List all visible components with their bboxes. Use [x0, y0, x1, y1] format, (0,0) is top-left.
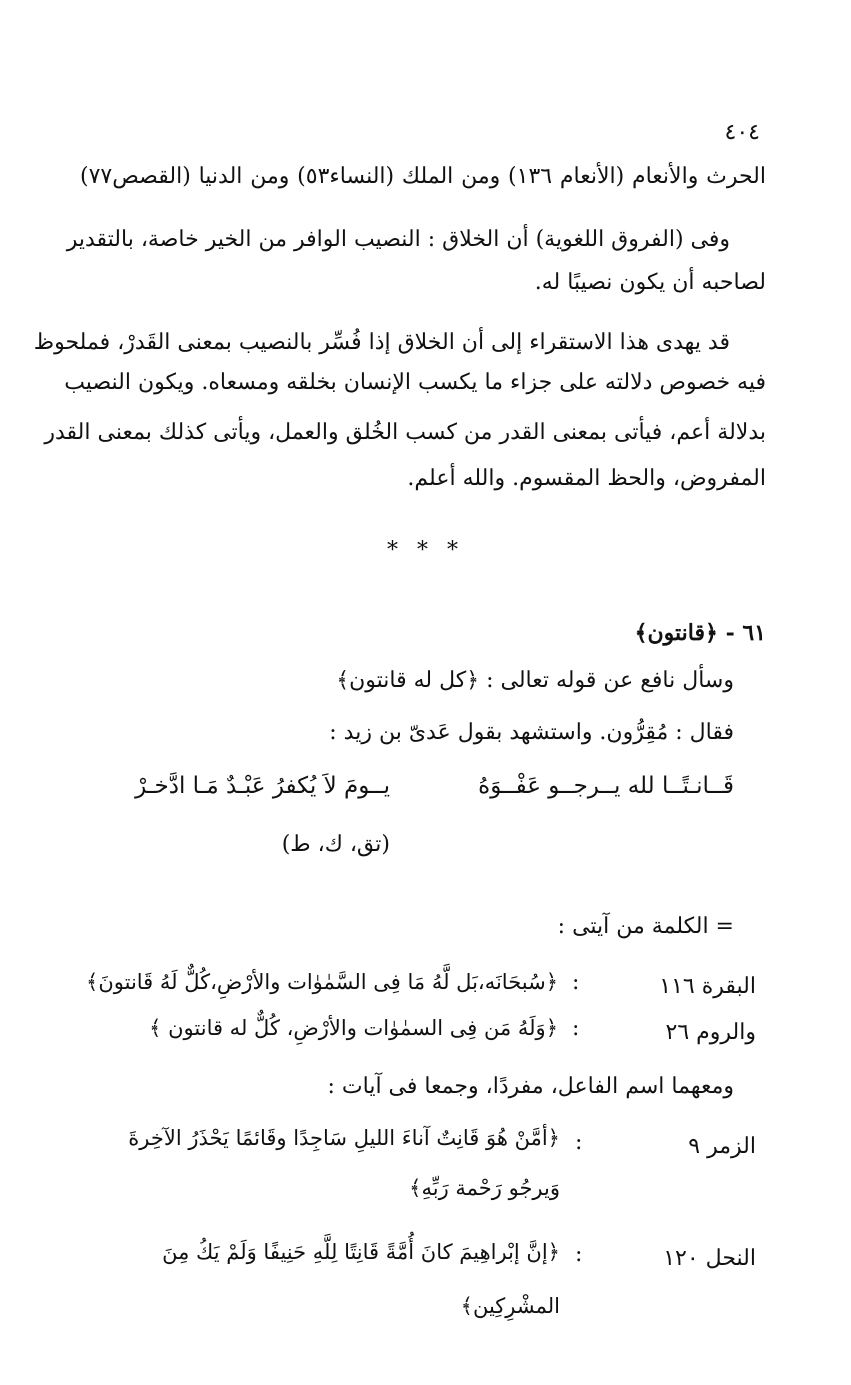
quran-quote: ﴿وَلَهُ مَن فِى السمٰوٰات والأرْضِ، كُلٌّ له قانتون ﴾ — [149, 1016, 558, 1040]
quran-quote: ﴿إنَّ إبْراهِيمَ كانَ أُمَّةً قَانِتًا لِلَّهِ حَنِيفًا وَلَمْ يَكُ مِنَ — [162, 1240, 560, 1264]
ref-separator: : — [575, 1242, 583, 1267]
poem-hemistich-first: قَــانـتًــا لله يــرجــو عَفْــوَهُ — [478, 773, 734, 799]
paragraph-line: بدلالة أعم، فيأتى بمعنى القدر من كسب الخُلق والعمل، ويأتى كذلك بمعنى القدر — [44, 420, 766, 445]
page-number: ٤٠٤ — [724, 120, 760, 145]
poem-hemistich-second: يــومَ لاَ يُكفرُ عَبْـدٌ مَـا ادَّخـرْ — [135, 773, 390, 799]
quran-quote-continued: وَيرجُو رَحْمة رَبِّهِ﴾ — [409, 1176, 560, 1200]
plural-intro: ومعهما اسم الفاعل، مفردًا، وجمعا فى آيات : — [327, 1074, 734, 1099]
surah-ref: والروم ٢٦ — [665, 1020, 756, 1045]
quran-quote: ﴿أمَّنْ هُوَ قَانِتٌ آناءَ الليلِ سَاجِدًا وقَائمًا يَحْذَرُ الآخِرةَ — [128, 1126, 560, 1150]
ref-separator: : — [575, 1130, 583, 1155]
surah-ref: النحل ١٢٠ — [663, 1246, 756, 1271]
ref-separator: : — [572, 970, 580, 995]
source-citation: (تق، ك، ط) — [281, 832, 390, 857]
surah-ref: البقرة ١١٦ — [659, 974, 756, 999]
word-occurrence-intro: = الكلمة من آيتى : — [557, 914, 734, 939]
answer-line: فقال : مُقِرُّون. واستشهد بقول عَدىّ بن زيد : — [329, 720, 734, 745]
paragraph-line: وفى (الفروق اللغوية) أن الخلاق : النصيب الوافر من الخير خاصة، بالتقدير — [66, 227, 730, 252]
quran-quote: ﴿سُبحَانَه،بَل لَّهُ مَا فِى السَّمٰوٰات والأرْضِ،كُلٌّ لَهُ قَانتونَ﴾ — [86, 970, 558, 994]
surah-ref: الزمر ٩ — [688, 1134, 756, 1159]
section-separator: * * * — [387, 538, 464, 563]
quran-quote-continued: المشْرِكِين﴾ — [460, 1294, 560, 1318]
paragraph-line: فيه خصوص دلالته على جزاء ما يكسب الإنسان بخلقه ومسعاه. ويكون النصيب — [64, 370, 766, 395]
paragraph-line: قد يهدى هذا الاستقراء إلى أن الخلاق إذا فُسِّر بالنصيب بمعنى القَدرْ، فملحوظ — [33, 330, 730, 355]
ref-separator: : — [572, 1016, 580, 1041]
entry-heading: ٦١ - ﴿قانتون﴾ — [634, 620, 766, 646]
paragraph-line: المفروض، والحظ المقسوم. والله أعلم. — [407, 466, 766, 491]
intro-line: الحرث والأنعام (الأنعام ١٣٦) ومن الملك (النساء٥٣) ومن الدنيا (القصص٧٧) — [80, 164, 766, 189]
question-line: وسأل نافع عن قوله تعالى : ﴿كل له قانتون﴾ — [336, 668, 734, 693]
paragraph-line: لصاحبه أن يكون نصيبًا له. — [534, 270, 766, 295]
